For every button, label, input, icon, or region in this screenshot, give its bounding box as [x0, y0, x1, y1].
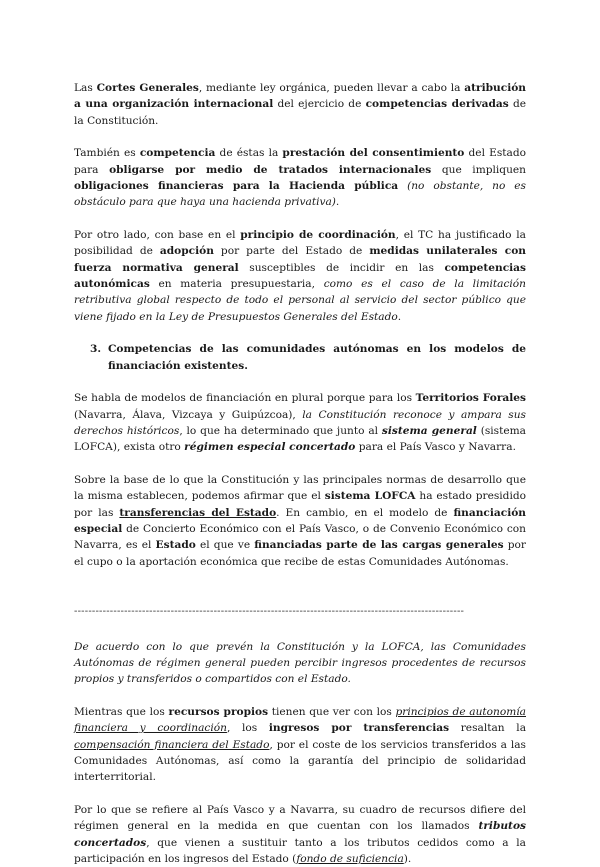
text: Las	[74, 82, 97, 94]
paragraph-sistema-lofca	[74, 472, 526, 570]
text: susceptibles de incidir en las	[238, 261, 445, 274]
text: También es	[74, 147, 140, 160]
text: ).	[403, 853, 412, 866]
italic-underlined-text: fondo de suficiencia	[296, 853, 404, 866]
heading-text: Competencias de las comunidades autónomas en los modelos de financiación existentes.	[108, 343, 526, 372]
text: por parte del Estado de	[213, 245, 370, 258]
text: Sobre la base de lo que la Constitución y las principales normas de desarrollo que la misma establecen, podemos afirmar que el	[74, 473, 526, 503]
paragraph-coordinacion	[74, 227, 526, 325]
text: . En cambio, en el modelo de	[276, 506, 454, 519]
text: , que vienen a sustituir tanto a los tributos cedidos como a la participación en los ingresos del Estado (	[74, 836, 526, 866]
bold-text: financiadas parte de las cargas generales	[254, 539, 504, 552]
heading-number: 3.	[90, 343, 102, 356]
text: que impliquen	[431, 163, 526, 176]
bold-text: Cortes Generales	[96, 82, 199, 94]
text: (sistema LOFCA), exista otro	[74, 424, 526, 454]
text: por el cupo o la aportación económica que recibe de estas Comunidades Autónomas.	[74, 539, 526, 568]
bold-italic-text: tributos concertados	[74, 820, 526, 849]
text: .	[335, 196, 340, 209]
document-page	[74, 80, 526, 867]
text: , los	[226, 722, 269, 735]
text: de éstas la	[215, 147, 283, 160]
bold-text: principio de coordinación	[240, 228, 396, 241]
text: , el TC ha justificado la posibilidad de	[74, 228, 526, 258]
text: Por otro lado, con base en el	[74, 228, 241, 241]
italic-underlined-text: principios de autonomía financiera y coordinación	[74, 705, 526, 735]
text: Mientras que los	[74, 705, 169, 718]
paragraph-tratados	[74, 145, 526, 211]
text: en materia presupuestaria,	[149, 278, 324, 291]
text: .	[397, 310, 402, 323]
separator-line: -------------------------------------------------------------------------------------------------------------	[74, 606, 465, 618]
text: , mediante ley orgánica, pueden llevar a cabo la	[198, 82, 465, 94]
paragraph-recursos-propios	[74, 704, 526, 786]
text: del ejercicio de	[273, 98, 366, 111]
text	[398, 180, 407, 192]
bold-text: recursos propios	[168, 705, 269, 718]
paragraph-regimen-general-intro	[74, 639, 526, 688]
text: del Estado para	[74, 147, 527, 176]
bold-text: competencias autonómicas	[74, 261, 526, 291]
text: para el País Vasco y Navarra.	[355, 441, 516, 454]
italic-text: De acuerdo con lo que prevén la Constitución y la LOFCA, las Comunidades Autónomas de régimen general pueden percibir ingresos procedentes de recursos propios y transferidos o compartidos con el Estado.	[74, 640, 526, 686]
bold-text: Estado	[155, 539, 196, 552]
text: tienen que ver con los	[268, 705, 396, 718]
bold-text: obligaciones financieras para la Hacienda pública	[74, 180, 399, 193]
bold-text: adopción	[159, 245, 214, 258]
text: ha estado presidido por las	[74, 490, 527, 519]
paragraph-pais-vasco-navarra	[74, 802, 526, 867]
bold-text: financiación especial	[74, 506, 526, 535]
text: , lo que ha determinado que junto al	[179, 424, 382, 437]
bold-italic-text: régimen especial concertado	[184, 441, 356, 454]
bold-text: competencia	[139, 147, 216, 160]
section-heading	[74, 341, 526, 374]
text: el que ve	[195, 539, 255, 552]
bold-text: prestación del consentimiento	[282, 147, 465, 160]
bold-text: Territorios Forales	[415, 392, 526, 405]
text: Por lo que se refiere al País Vasco y a Navarra, su cuadro de recursos difiere del régimen general en la medida en que cuentan con los llamados	[74, 803, 526, 833]
text: (Navarra, Álava, Vizcaya y Guipúzcoa),	[74, 408, 303, 421]
bold-text: atribución a una organización internacional	[74, 82, 526, 111]
italic-underlined-text: compensación financiera del Estado	[74, 738, 270, 751]
bold-italic-text: sistema general	[381, 424, 477, 437]
bold-text: obligarse por medio de tratados internacionales	[109, 163, 432, 176]
italic-text: (no obstante, no es obstáculo para que haya una hacienda privativa)	[74, 180, 526, 209]
text: resaltan la	[449, 722, 527, 735]
bold-text: sistema LOFCA	[324, 490, 416, 503]
text: , por el coste de los servicios transferidos a las Comunidades Autónomas, así como la garantía del principio de solidaridad interterritorial.	[74, 738, 526, 784]
text: de Concierto Económico con el País Vasco, o de Convenio Económico con Navarra, es el	[74, 522, 526, 552]
text: de la Constitución.	[74, 98, 526, 127]
bold-underlined-text: transferencias del Estado	[119, 506, 277, 519]
paragraph-modelos-financiacion	[74, 390, 526, 456]
bold-text: ingresos por transferencias	[268, 722, 450, 735]
italic-text: como es el caso de la limitación retributiva global respecto de todo el personal al servicio del sector público que viene fijado en la Ley de Presupuestos Generales del Estado	[74, 278, 526, 323]
text: Se habla de modelos de financiación en plural porque para los	[74, 392, 416, 405]
italic-text: la Constitución reconoce y ampara sus derechos históricos	[74, 408, 526, 437]
bold-text: competencias derivadas	[365, 98, 509, 111]
bold-text: medidas unilaterales con fuerza normativa general	[74, 245, 526, 274]
paragraph-cortes-generales	[74, 80, 526, 129]
